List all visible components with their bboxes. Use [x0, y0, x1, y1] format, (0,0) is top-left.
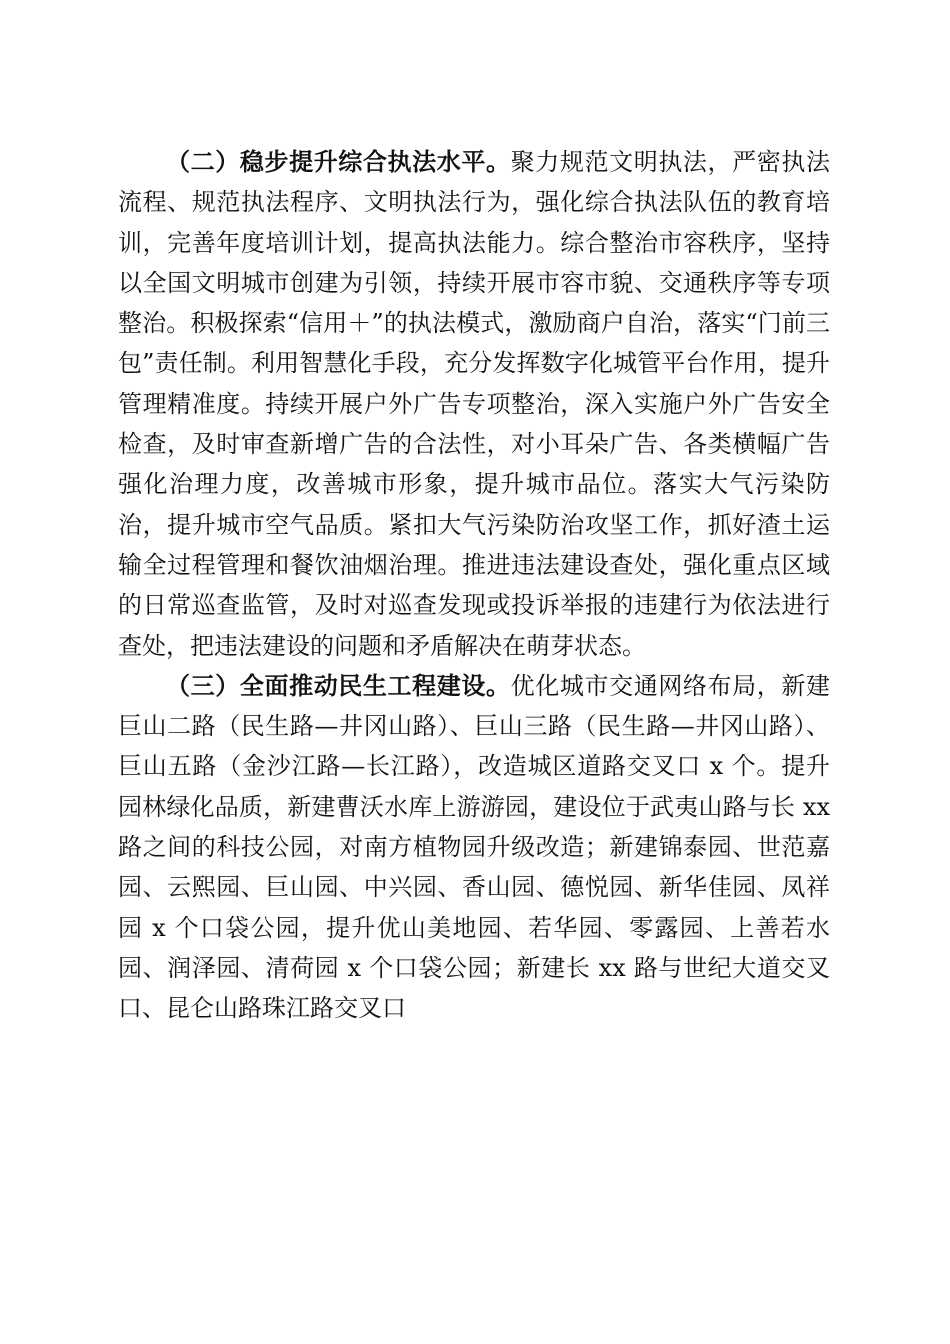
paragraph-heading: （二）稳步提升综合执法水平。	[166, 147, 511, 176]
paragraph-text: 优化城市交通网络布局，新建巨山二路（民生路—井冈山路）、巨山三路（民生路—井冈山路）、巨山五路（金沙江路—长江路），改造城区道路交叉口 x 个。提升园林绿化品质，新建曹沃水库上游游园，建设位于武夷山路与长 xx 路之间的科技公园，对南方植物园升级改造；新建锦泰园、世范嘉园、云熙园、巨山园、中兴园、香山园、德悦园、新华佳园、凤祥园 x 个口袋公园，提升优山美地园、若华园、零露园、上善若水园、润泽园、清荷园 x 个口袋公园；新建长 xx 路与世纪大道交叉口、昆仑山路珠江路交叉口	[118, 671, 831, 1023]
paragraph-law-enforcement	[118, 142, 830, 666]
paragraph-heading: （三）全面推动民生工程建设。	[166, 670, 511, 700]
paragraph-text: 聚力规范文明执法，严密执法流程、规范执法程序、文明执法行为，强化综合执法队伍的教育培训，完善年度培训计划，提高执法能力。综合整治市容秩序，坚持以全国文明城市创建为引领，持续开展市容市貌、交通秩序等专项整治。积极探索“信用＋”的执法模式，激励商户自治，落实“门前三包”责任制。利用智慧化手段，充分发挥数字化城管平台作用，提升管理精准度。持续开展户外广告专项整治，深入实施户外广告安全检查，及时审查新增广告的合法性，对小耳朵广告、各类横幅广告强化治理力度，改善城市形象，提升城市品位。落实大气污染防治，提升城市空气品质。紧扣大气污染防治攻坚工作，抓好渣土运输全过程管理和餐饮油烟治理。推进违法建设查处，强化重点区域的日常巡查监管，及时对巡查发现或投诉举报的违建行为依法进行查处，把违法建设的问题和矛盾解决在萌芽状态。	[118, 148, 831, 660]
paragraph-livelihood-projects	[118, 666, 830, 1029]
document-body	[118, 142, 830, 1029]
